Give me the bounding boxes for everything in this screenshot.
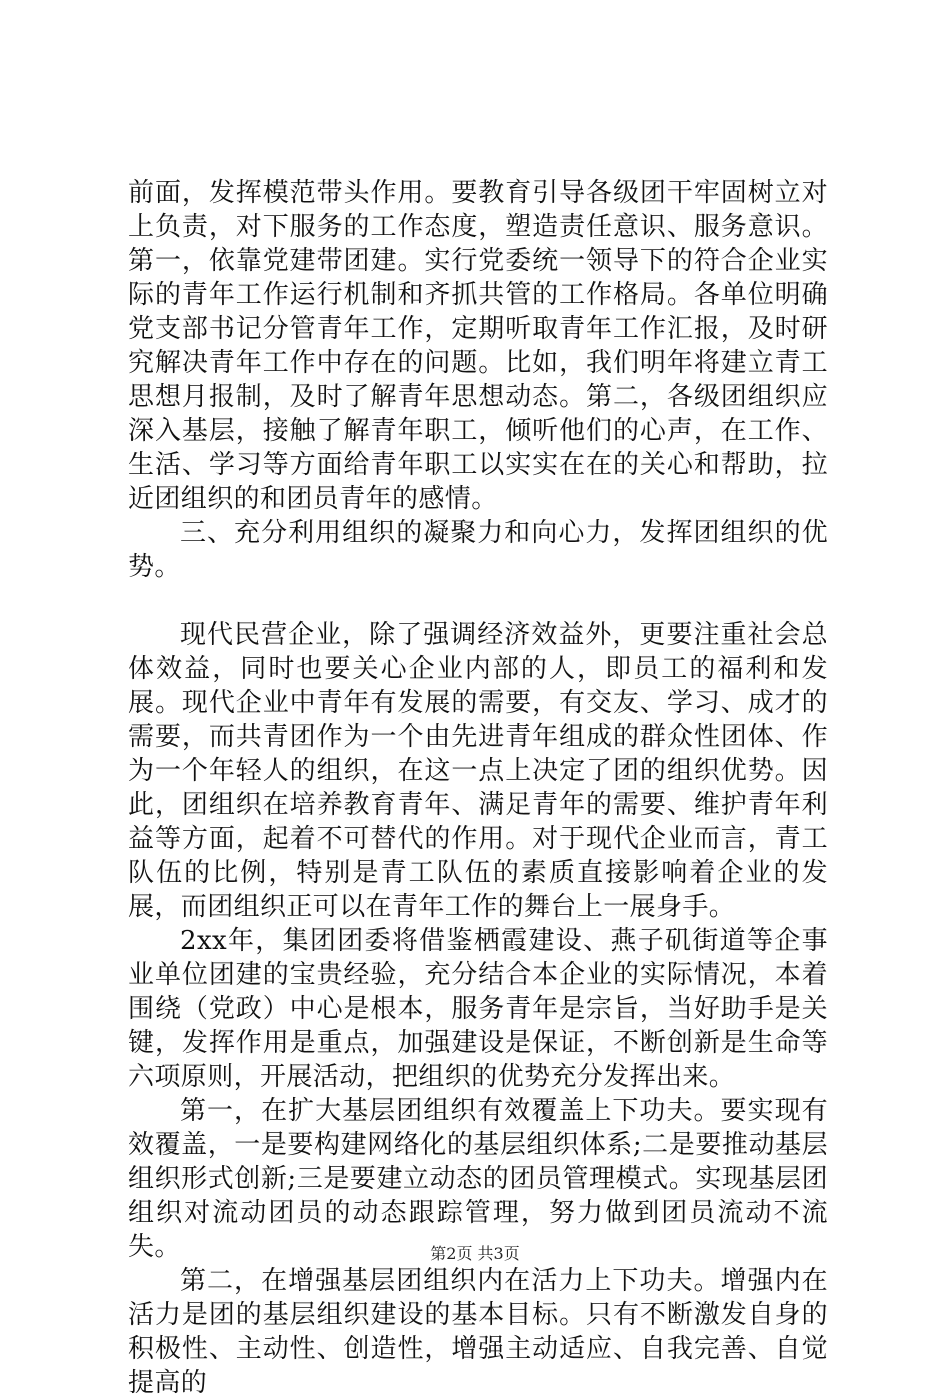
paragraph: 2xx年，集团团委将借鉴栖霞建设、燕子矶街道等企事业单位团建的宝贵经验，充分结合本企业的实际情况，本着围绕（党政）中心是根本，服务青年是宗旨，当好助手是关键，发挥作用是重点，加强建设是保证，不断创新是生命等六项原则，开展活动，把组织的优势充分发挥出来。 (128, 926, 828, 1092)
section-heading: 三、充分利用组织的凝聚力和向心力，发挥团组织的优势。 (128, 518, 828, 582)
document-body (128, 176, 828, 1400)
page-number-footer: 第2页 共3页 (430, 1244, 520, 1263)
paragraph: 第一，在扩大基层团组织有效覆盖上下功夫。要实现有效覆盖，一是要构建网络化的基层组织体系;二是要推动基层组织形式创新;三是要建立动态的团员管理模式。实现基层团组织对流动团员的动态跟踪管理，努力做到团员流动不流失。 (128, 1096, 828, 1262)
paragraph-continuation: 前面，发挥模范带头作用。要教育引导各级团干牢固树立对上负责，对下服务的工作态度，塑造责任意识、服务意识。第一，依靠党建带团建。实行党委统一领导下的符合企业实际的青年工作运行机制和齐抓共管的工作格局。各单位明确党支部书记分管青年工作，定期听取青年工作汇报，及时研究解决青年工作中存在的问题。比如，我们明年将建立青工思想月报制，及时了解青年思想动态。第二，各级团组织应深入基层，接触了解青年职工，倾听他们的心声，在工作、生活、学习等方面给青年职工以实实在在的关心和帮助，拉近团组织的和团员青年的感情。 (128, 178, 828, 514)
paragraph: 现代民营企业，除了强调经济效益外，更要注重社会总体效益，同时也要关心企业内部的人，即员工的福利和发展。现代企业中青年有发展的需要，有交友、学习、成才的需要，而共青团作为一个由先进青年组成的群众性团体、作为一个年轻人的组织，在这一点上决定了团的组织优势。因此，团组织在培养教育青年、满足青年的需要、维护青年利益等方面，起着不可替代的作用。对于现代企业而言，青工队伍的比例，特别是青工队伍的素质直接影响着企业的发展，而团组织正可以在青年工作的舞台上一展身手。 (128, 620, 828, 922)
paragraph: 第二，在增强基层团组织内在活力上下功夫。增强内在活力是团的基层组织建设的基本目标。只有不断激发自身的积极性、主动性、创造性，增强主动适应、自我完善、自觉提高的 (128, 1266, 828, 1398)
